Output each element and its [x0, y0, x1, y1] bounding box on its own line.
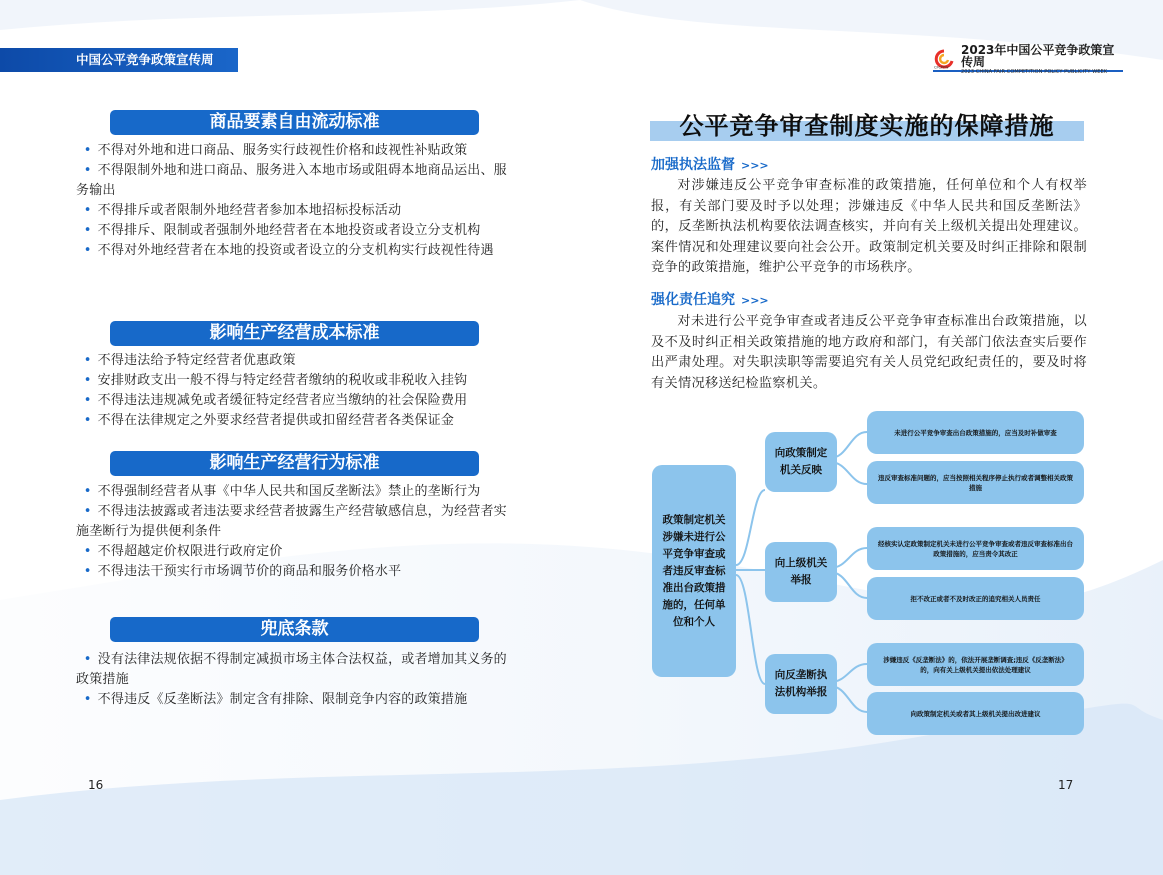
list-item: • 不得对外地经营者在本地的投资或者设立的分支机构实行歧视性待遇	[83, 243, 494, 258]
chevrons-icon: >>>	[741, 294, 769, 307]
section-title-catchall: 兜底条款	[110, 617, 479, 642]
header-left-banner	[0, 48, 238, 72]
list-item: • 不得违法披露或者违法要求经营者披露生产经营敏感信息，为经营者实施垄断行为提供便利条件	[76, 504, 507, 539]
paragraph-enforcement: 对涉嫌违反公平竞争审查标准的政策措施，任何单位和个人有权举报，有关部门要及时予以处理；涉嫌违反《中华人民共和国反垄断法》的，反垄断执法机构要依法调查核实，并向有关上级机关提出处理建议。案件情况和处理建议要向社会公开。政策制定机关要及时纠正排除和限制竞争的政策措施，维护公平竞争的市场秩序。	[651, 178, 1087, 275]
diagram-branch-report-to-maker: 向政策制定机关反映	[765, 432, 837, 492]
diagram-leaf: 经核实认定政策制定机关未进行公平竞争审查或者违反审查标准出台政策措施的，应当责令其改正	[867, 527, 1084, 570]
diagram-root-box: 政策制定机关涉嫌未进行公平竞争审查或者违反审查标准出台政策措施的，任何单位和个人	[652, 465, 736, 677]
list-item: • 不得违法给予特定经营者优惠政策	[83, 353, 296, 368]
chevrons-icon: >>>	[741, 159, 769, 172]
diagram-leaf: 违反审查标准问题的，应当按照相关程序停止执行或者调整相关政策措施	[867, 461, 1084, 504]
list-item: • 安排财政支出一般不得与特定经营者缴纳的税收或非税收入挂钩	[83, 373, 468, 388]
header-left-title: 中国公平竞争政策宣传周	[76, 52, 214, 67]
catchall-list	[76, 650, 516, 710]
page-number-left: 16	[88, 778, 104, 792]
diagram-branch-report-to-antitrust: 向反垄断执法机构举报	[765, 654, 837, 714]
list-item: • 不得违法违规减免或者缓征特定经营者应当缴纳的社会保险费用	[83, 393, 468, 408]
list-item: • 不得在法律规定之外要求经营者提供或扣留经营者各类保证金	[83, 413, 455, 428]
paragraph-accountability: 对未进行公平竞争审查或者违反公平竞争审查标准出台政策措施，以及不及时纠正相关政策措施的地方政府和部门，有关部门依法查实后要作出严肃处理。对失职渎职等需要追究有关人员党纪政纪责任的，要及时将有关情况移送纪检监察机关。	[651, 314, 1087, 391]
subheading-accountability: 强化责任追究 >>>	[651, 292, 769, 308]
list-item: • 不得排斥、限制或者强制外地经营者在本地投资或者设立分支机构	[83, 223, 481, 238]
diagram-leaf: 向政策制定机关或者其上级机关提出改进建议	[867, 692, 1084, 735]
header-right-title: 2023年中国公平竞争政策宣传周	[961, 42, 1115, 69]
section-title-behavior: 影响生产经营行为标准	[110, 451, 479, 476]
list-item: • 不得强制经营者从事《中华人民共和国反垄断法》禁止的垄断行为	[83, 484, 481, 499]
diagram-leaf: 拒不改正或者不及时改正的追究相关人员责任	[867, 577, 1084, 620]
section-title-goods-flow: 商品要素自由流动标准	[110, 110, 479, 135]
list-item: • 没有法律法规依据不得制定减损市场主体合法权益，或者增加其义务的政策措施	[76, 652, 507, 687]
diagram-leaf: 未进行公平竞争审查出台政策措施的，应当及时补做审查	[867, 411, 1084, 454]
diagram-leaf: 涉嫌违反《反垄断法》的，依法开展垄断调查;违反《反垄断法》的，向有关上级机关提出依法处理建议	[867, 643, 1084, 686]
list-item: • 不得对外地和进口商品、服务实行歧视性价格和歧视性补贴政策	[83, 143, 468, 158]
cfcppw-logo-icon	[933, 49, 955, 69]
list-item: • 不得排斥或者限制外地经营者参加本地招标投标活动	[83, 203, 402, 218]
list-item: • 不得超越定价权限进行政府定价	[83, 544, 283, 559]
list-item: • 不得限制外地和进口商品、服务进入本地市场或阻碍本地商品运出、服务输出	[76, 163, 507, 198]
list-item: • 不得违反《反垄断法》制定含有排除、限制竞争内容的政策措施	[83, 692, 468, 707]
header-right-banner	[933, 42, 1123, 75]
page-number-right: 17	[1058, 778, 1074, 792]
subheading-enforcement: 加强执法监督 >>>	[651, 157, 769, 173]
behavior-list	[76, 482, 516, 582]
page-title: 公平竞争审查制度实施的保障措施	[679, 112, 1055, 140]
diagram-branch-report-to-superior: 向上级机关举报	[765, 542, 837, 602]
cost-list	[76, 351, 516, 431]
list-item: • 不得违法干预实行市场调节价的商品和服务价格水平	[83, 564, 402, 579]
goods-flow-list	[76, 141, 516, 261]
logo-text: CFCPPW	[934, 65, 949, 69]
header-right-subtitle: 2023 CHINA FAIR COMPETITION POLICY PUBLICITY WEEK	[961, 68, 1108, 75]
section-title-cost: 影响生产经营成本标准	[110, 321, 479, 346]
